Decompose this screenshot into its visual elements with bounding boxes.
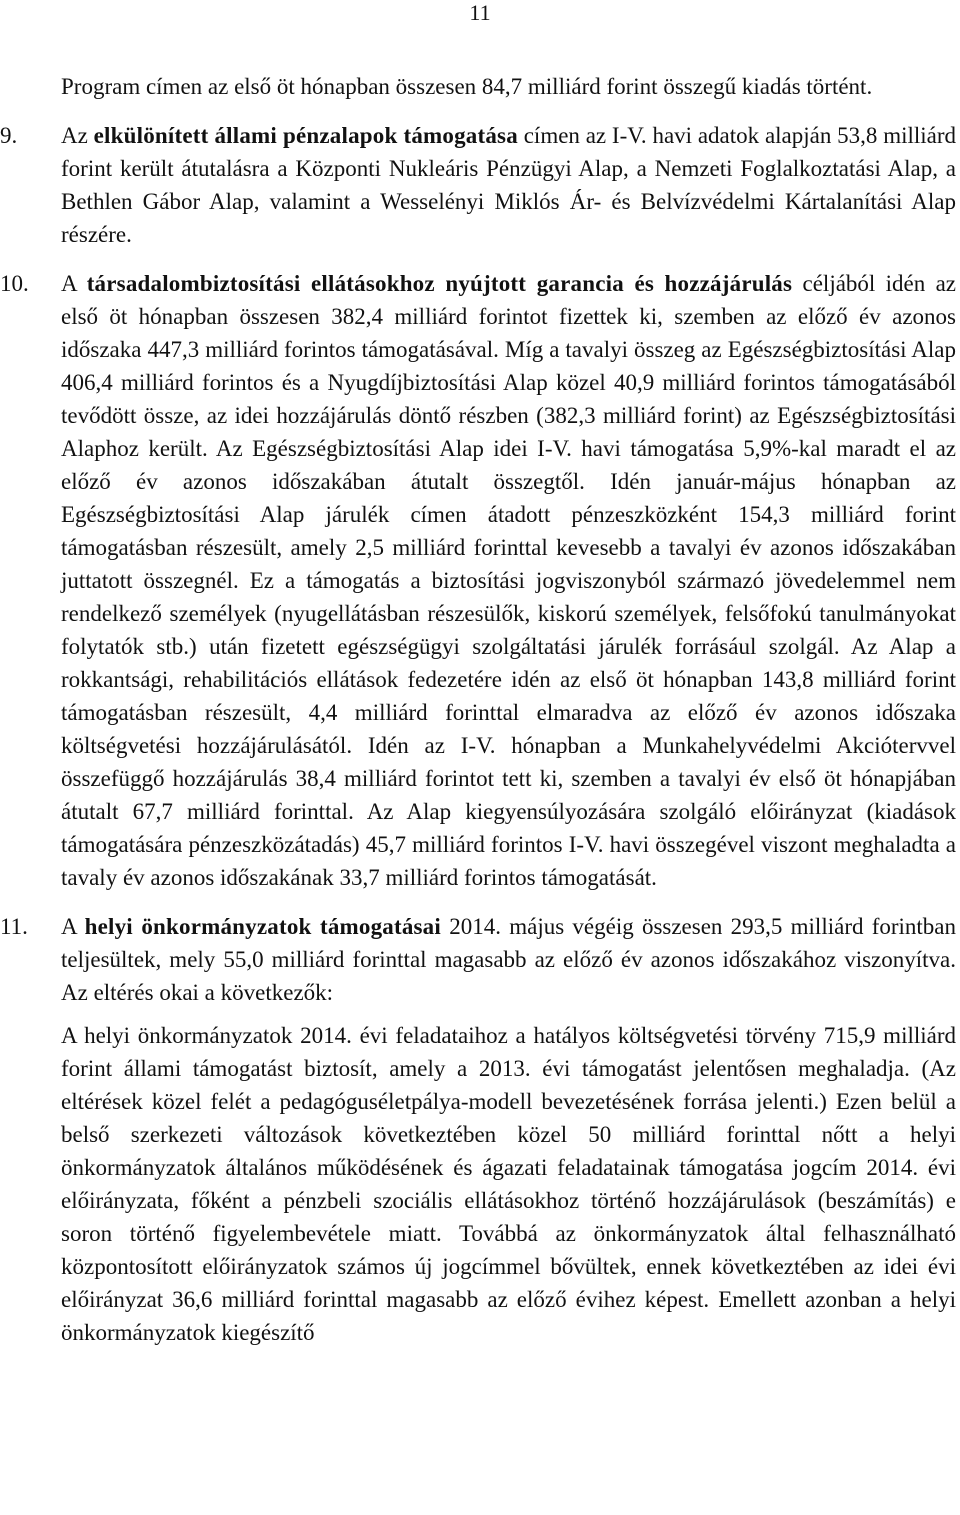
- text-run: céljából idén az első öt hónapban összesen 382,4 milliárd forintot fizettek ki, szemben az előző év azonos időszaka 447,3 milliárd forintos támogatásával. Míg a tavalyi összeg az Egészségbiztosítási Alap 406,4 milliárd forintos és a Nyugdíjbiztosítási Alap közel 40,9 milliárd forintos támogatásából tevődött össze, az idei hozzájárulás döntő részben (382,3 milliárd forint) az Egészségbiztosítási Alaphoz került. Az Egészségbiztosítási Alap idei I-V. havi támogatása 5,9%-kal maradt el az előző év azonos időszakában átutalt összegtől. Idén január-május hónapban az Egészségbiztosítási Alap járulék címen átadott pénzeszközként 154,3 milliárd forint támogatásban részesült, amely 2,5 milliárd forinttal kevesebb a tavalyi év azonos időszakában juttatott összegnél. Ez a támogatás a biztosítási jogviszonyból származó jövedelemmel nem rendelkező személyek (nyugellátásban részesülők, kiskorú személyek, felsőfokú tanulmányokat folytatók stb.) után fizetett egészségügyi szolgáltatási járulék forrásául szolgál. Az Alap a rokkantsági, rehabilitációs ellátások fedezetére idén az első öt hónapban 143,8 milliárd forint támogatásban részesült, 4,4 milliárd forinttal elmaradva az előző év azonos időszaka költségvetési hozzájárulásától. Idén az I-V. hónapban a Munkahelyvédelmi Akciótervvel összefüggő hozzájárulás 38,4 milliárd forintot tett ki, szemben a tavalyi év első öt hónapjában átutalt 67,7 milliárd forinttal. Az Alap kiegyensúlyozására szolgáló előirányzat (kiadások támogatására pénzeszközátadás) 45,7 milliárd forintos I-V. havi összegével viszont meghaladta a tavaly év azonos időszakának 33,7 milliárd forintos támogatását.: [61, 271, 957, 890]
- document-body: [0, 70, 957, 1349]
- bold-heading: elkülönített állami pénzalapok támogatása: [93, 123, 518, 148]
- list-item-text: [61, 267, 956, 894]
- list-item-text: [61, 119, 956, 251]
- text-run: Az: [61, 123, 88, 148]
- list-number: 11.: [0, 914, 28, 939]
- bold-heading: társadalombiztosítási ellátásokhoz nyújtott garancia és hozzájárulás: [86, 271, 793, 296]
- text-run: A: [61, 914, 77, 939]
- page-number: 11: [469, 0, 491, 25]
- list-number: 10.: [0, 271, 29, 296]
- bold-heading: helyi önkormányzatok támogatásai: [84, 914, 441, 939]
- text-run: 2014. május végéig összesen 293,5 milliárd forintban teljesültek, mely 55,0 milliárd forinttal magasabb az előző év azonos időszakához viszonyítva. Az eltérés okai a következők:: [61, 914, 957, 1005]
- list-number: 9.: [0, 123, 18, 148]
- list-item-11: [0, 910, 957, 1349]
- list-item-10: [0, 267, 957, 894]
- text-run: A: [61, 271, 77, 296]
- followup-paragraph: A helyi önkormányzatok 2014. évi feladataihoz a hatályos költségvetési törvény 715,9 milliárd forint állami támogatást biztosít, amely a 2013. évi támogatást jelentősen meghaladja. (Az eltérések közel felét a pedagóguséletpálya-modell bevezetésének forrása jelenti.) Ezen belül a belső szerkezeti változások következtében közel 50 milliárd forinttal nőtt a helyi önkormányzatok általános működésének és ágazati feladatainak támogatása jogcím 2014. évi előirányzata, főként a pénzbeli szociális ellátásokhoz történő hozzájárulások (beszámítás) e soron történő figyelembevétele miatt. Továbbá az önkormányzatok által felhasználható központosított előirányzatok számos új jogcímmel bővültek, ennek következtében az idei évi előirányzat 36,6 milliárd forinttal magasabb az előző évihez képest. Emellett azonban a helyi önkormányzatok kiegészítő: [61, 1023, 956, 1345]
- text-run: címen az I-V. havi adatok alapján 53,8 milliárd forint került átutalásra a Központi Nukleáris Pénzügyi Alap, a Nemzeti Foglalkoztatási Alap, a Bethlen Gábor Alap, valamint a Wesselényi Miklós Ár- és Belvízvédelmi Kártalanítási Alap részére.: [61, 123, 957, 247]
- list-item-9: [0, 119, 957, 251]
- intro-paragraph: Program címen az első öt hónapban összesen 84,7 milliárd forint összegű kiadás történt.: [61, 74, 873, 99]
- list-item-text: [61, 910, 956, 1009]
